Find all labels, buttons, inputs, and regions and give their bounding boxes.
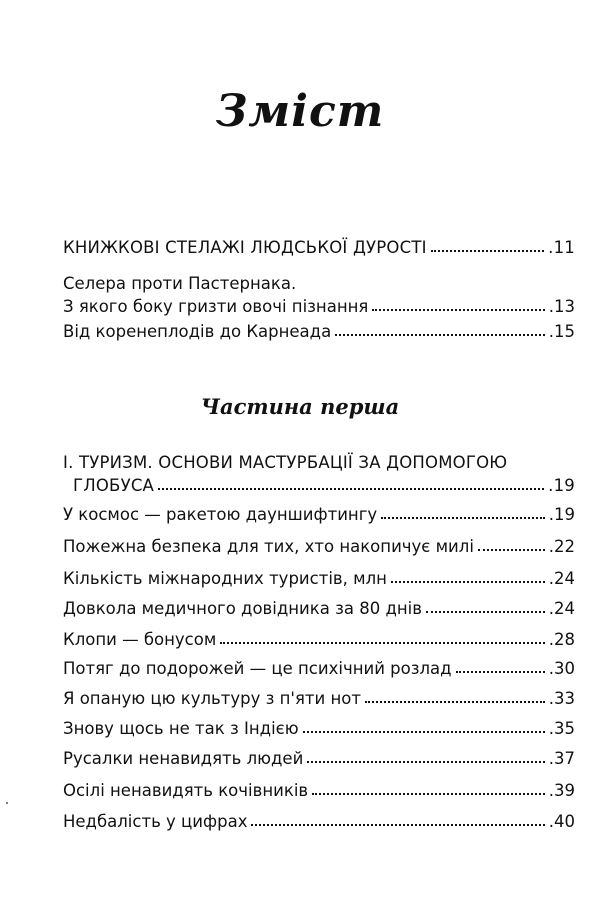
dot-leader [381,517,545,519]
toc-page-number: .19 [548,476,575,495]
toc-entry-title-line1: І. ТУРИЗМ. ОСНОВИ МАСТУРБАЦІЇ ЗА ДОПОМОГОЮ [63,453,508,472]
dot-leader [220,642,544,644]
toc-entry[interactable] [63,320,575,343]
page-title: Зміст [215,86,385,137]
toc-entry[interactable] [63,567,575,590]
dot-leader [335,334,545,336]
toc-entry[interactable] [63,657,575,680]
dot-leader [158,488,544,490]
toc-entry-title: Знову щось не так з Індією [63,719,299,738]
toc-entry-title: Я опаную цю культуру з п'яти нот [63,689,361,708]
toc-entry[interactable] [63,236,575,259]
dot-leader [391,581,545,583]
section-title-part-one: Частина перша [200,394,400,419]
toc-page-number: .33 [548,689,575,708]
toc-page-number: .30 [548,659,575,678]
dot-leader [456,671,545,673]
toc-entry[interactable] [63,628,575,651]
toc-entry-title: Клопи — бонусом [63,630,217,649]
toc-entry-title: Недбалість у цифрах [63,812,248,831]
toc-page-number: .28 [548,630,575,649]
toc-page-number: .40 [548,812,575,831]
toc-entry-title: Потяг до подорожей — це психічний розлад [63,659,452,678]
toc-entry-title: З якого боку гризти овочі пізнання [63,297,369,316]
toc-page-number: .22 [548,537,575,556]
dot-leader [431,250,544,252]
toc-page-number: .37 [548,749,575,768]
toc-entry-title: Кількість міжнародних туристів, млн [63,569,387,588]
toc-entry-title: Осілі ненавидять кочівників [63,781,309,800]
toc-entry-title: Пожежна безпека для тих, хто накопичує милі [63,537,474,556]
dot-leader [307,761,544,763]
toc-entry-title: Русалки ненавидять людей [63,749,304,768]
toc-entry[interactable] [63,597,575,620]
toc-entry[interactable] [63,717,575,740]
toc-entry-title: Довкола медичного довідника за 80 днів [63,599,422,618]
toc-entry-title: КНИЖКОВІ СТЕЛАЖІ ЛЮДСЬКОЇ ДУРОСТІ [63,238,427,257]
toc-entry[interactable] [63,272,575,318]
toc-page-number: .24 [548,569,575,588]
dot-leader [312,793,545,795]
toc-entry-title-line1: Селера проти Пастернака. [63,274,297,293]
toc-entry[interactable] [63,779,575,802]
dot-leader [365,701,545,703]
toc-entry-title: ГЛОБУСА [73,476,155,495]
toc-page-number: .15 [548,322,575,341]
toc-page-number: .24 [548,599,575,618]
toc-entry[interactable] [63,451,575,497]
dot-leader [426,611,545,613]
dot-leader [303,731,545,733]
toc-page-number: .11 [548,238,575,257]
dot-leader [372,309,544,311]
toc-entry[interactable] [63,535,575,558]
toc-entry[interactable] [63,687,575,710]
toc-page-number: .39 [548,781,575,800]
dot-leader [251,824,544,826]
toc-page-number: .13 [548,297,575,316]
toc-entry-title: Від коренеплодів до Карнеада [63,322,332,341]
dot-leader [478,549,545,551]
scan-speck [6,802,8,804]
toc-entry-title: У космос — ракетою дауншифтингу [63,505,378,524]
toc-entry[interactable] [63,810,575,833]
toc-entry[interactable] [63,747,575,770]
toc-page-number: .35 [548,719,575,738]
toc-entry[interactable] [63,503,575,526]
toc-page-number: .19 [548,505,575,524]
